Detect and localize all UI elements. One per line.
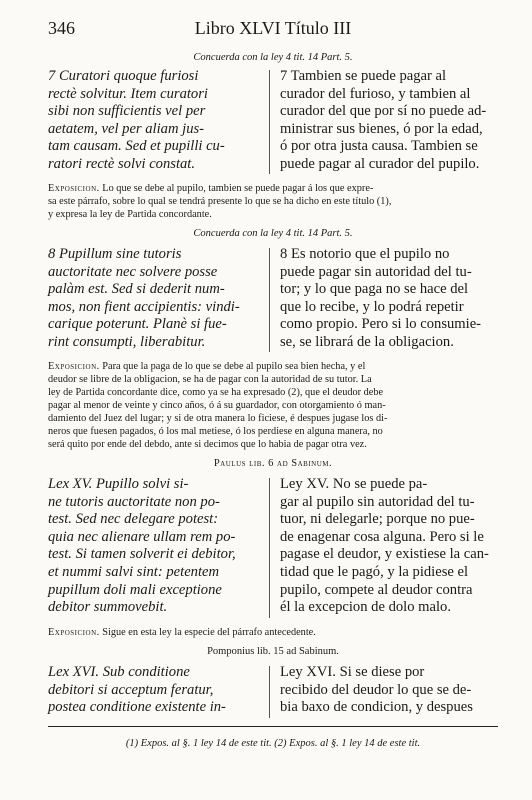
latin-line: Lex XV. Pupillo solvi si-: [48, 476, 189, 492]
latin-line: rectè solvitur. Item curatori: [48, 85, 208, 102]
spanish-line: que lo recibe, y lo podrá repetir: [280, 298, 464, 315]
section-heading: Concuerda con la ley 4 tit. 14 Part. 5.: [193, 52, 353, 63]
latin-line: auctoritate nec solvere posse: [48, 263, 218, 280]
section-heading: Concuerda con la ley 4 tit. 14 Part. 5.: [193, 228, 353, 239]
latin-line: 8 Pupillum sine tutoris: [48, 246, 182, 262]
latin-line: Lex XVI. Sub conditione: [48, 664, 190, 680]
spanish-line: pagase el deudor, y existiese la can-: [280, 546, 489, 563]
parallel-text: [48, 476, 498, 620]
exposicion-line: y expresa la ley de Partida concordante.: [48, 209, 212, 220]
latin-line: ratori rectè solvi constat.: [48, 155, 195, 172]
spanish-line: gar al pupilo sin autoridad del tu-: [280, 493, 475, 510]
column-divider: [269, 248, 270, 352]
exposicion-line: Para que la paga de lo que se debe al pupilo sea bien hecha, y el: [102, 361, 366, 372]
spanish-column: [280, 476, 498, 617]
spanish-column: [280, 246, 498, 352]
exposicion-label: Exposicion.: [48, 183, 100, 194]
spanish-line: recibido del deudor lo que se de-: [280, 681, 472, 698]
spanish-line: puede pagar sin autoridad del tu-: [280, 263, 472, 280]
parallel-text: [48, 246, 498, 354]
spanish-line: puede pagar al curador del pupilo.: [280, 155, 480, 172]
page-title: Libro XLVI Título III: [194, 18, 352, 38]
exposicion-line: será quito por ende del debdo, ante si decimos que lo habia de pagar otra vez.: [48, 439, 367, 450]
spanish-column: [280, 664, 498, 717]
exposicion-label: Exposicion.: [48, 627, 100, 638]
parallel-text: [48, 664, 498, 720]
column-divider: [269, 478, 270, 618]
spanish-line: 7 Tambien se puede pagar al: [280, 68, 447, 84]
latin-line: ne tutoris auctoritate non po-: [48, 493, 220, 510]
footnote-rule: [48, 726, 498, 727]
spanish-line: de enagenar cosa alguna. Pero si le: [280, 528, 484, 545]
exposicion: [48, 626, 498, 639]
exposicion-line: deudor se libre de la obligacion, se ha de pagar con la autoridad de su tutor. La: [48, 374, 372, 385]
exposicion-line: neros que fuesen pagados, ó los mal metiese, ó los perdiese en alguna manera, no: [48, 426, 383, 437]
latin-line: quia nec alienare ullam rem po-: [48, 528, 236, 545]
exposicion-label: Exposicion.: [48, 361, 100, 372]
spanish-line: como propio. Pero si lo consumie-: [280, 316, 482, 333]
spanish-line: él la excepcion de dolo malo.: [280, 599, 452, 616]
exposicion: [48, 360, 498, 451]
spanish-line: se, se librará de la obligacion.: [280, 333, 454, 350]
latin-line: carique poterunt. Planè si fue-: [48, 316, 227, 333]
spanish-line: ministrar sus bienes, ó por la edad,: [280, 120, 483, 137]
latin-line: test. Sed nec delegare potest:: [48, 511, 219, 528]
section-heading: Pomponius lib. 15 ad Sabinum.: [207, 646, 339, 657]
latin-column: [48, 664, 260, 717]
spanish-line: ó por otra justa causa. Tambien se: [280, 138, 478, 155]
latin-line: 7 Curatori quoque furiosi: [48, 68, 199, 84]
spanish-line: bia baxo de condicion, y despues: [280, 699, 473, 716]
parallel-text: [48, 68, 498, 176]
spanish-line: 8 Es notorio que el pupilo no: [280, 246, 450, 262]
latin-line: et nummi salvi sint: petentem: [48, 563, 220, 580]
spanish-line: curador del furioso, y tambien al: [280, 85, 471, 102]
latin-line: aetatem, vel per aliam jus-: [48, 120, 205, 137]
latin-column: [48, 68, 260, 174]
exposicion-line: pagar al menor de veinte y cinco años, ó á su guardador, con otorgamiento ó man-: [48, 400, 386, 411]
exposicion-line: ley de Partida concordante dice, como ya se ha expresado (2), que el deudor debe: [48, 387, 384, 398]
exposicion: [48, 182, 498, 221]
latin-line: mos, non fient accipientis: vindi-: [48, 298, 240, 315]
spanish-line: Ley XVI. Si se diese por: [280, 664, 425, 680]
spanish-column: [280, 68, 498, 174]
latin-column: [48, 246, 260, 352]
spanish-line: tor; y lo que paga no se hace del: [280, 281, 469, 298]
running-header: [48, 18, 498, 42]
exposicion-line: Sigue en esta ley la especie del párrafo antecedente.: [102, 627, 316, 638]
latin-line: palàm est. Sed si dederit num-: [48, 281, 225, 298]
exposicion-line: sa este párrafo, sobre lo qual se tendrá presente lo que se ha dicho en este título (1),: [48, 196, 392, 207]
section-heading: Paulus lib. 6 ad Sabinum.: [213, 458, 333, 469]
page-number: 346: [48, 18, 75, 38]
latin-column: [48, 476, 260, 617]
latin-line: debitori si acceptum feratur,: [48, 681, 214, 698]
latin-line: postea conditione existente in-: [48, 699, 226, 716]
spanish-line: pupilo, compete al deudor contra: [280, 581, 473, 598]
latin-line: test. Si tamen solverit ei debitor,: [48, 546, 236, 563]
latin-line: rint consumpti, liberabitur.: [48, 333, 206, 350]
latin-line: pupillum doli mali exceptione: [48, 581, 222, 598]
latin-line: sibi non sufficientis vel per: [48, 103, 206, 120]
spanish-line: Ley XV. No se puede pa-: [280, 476, 428, 492]
column-divider: [269, 666, 270, 718]
exposicion-line: damiento del Juez del lugar; y si de otra manera lo ficiese, é despues jugase los di-: [48, 413, 388, 424]
spanish-line: curador del que por sí no puede ad-: [280, 103, 487, 120]
footnotes: (1) Expos. al §. 1 ley 14 de este tit. (2) Expos. al §. 1 ley 14 de este tit.: [125, 738, 421, 749]
spanish-line: tuor, ni delegarle; porque no pue-: [280, 511, 475, 528]
latin-line: debitor summovebit.: [48, 599, 168, 616]
spanish-line: tidad que le pagó, y la pidiese el: [280, 563, 469, 580]
latin-line: tam causam. Sed et pupilli cu-: [48, 138, 225, 155]
column-divider: [269, 70, 270, 174]
exposicion-line: Lo que se debe al pupilo, tambien se puede pagar á los que expre-: [102, 183, 374, 194]
